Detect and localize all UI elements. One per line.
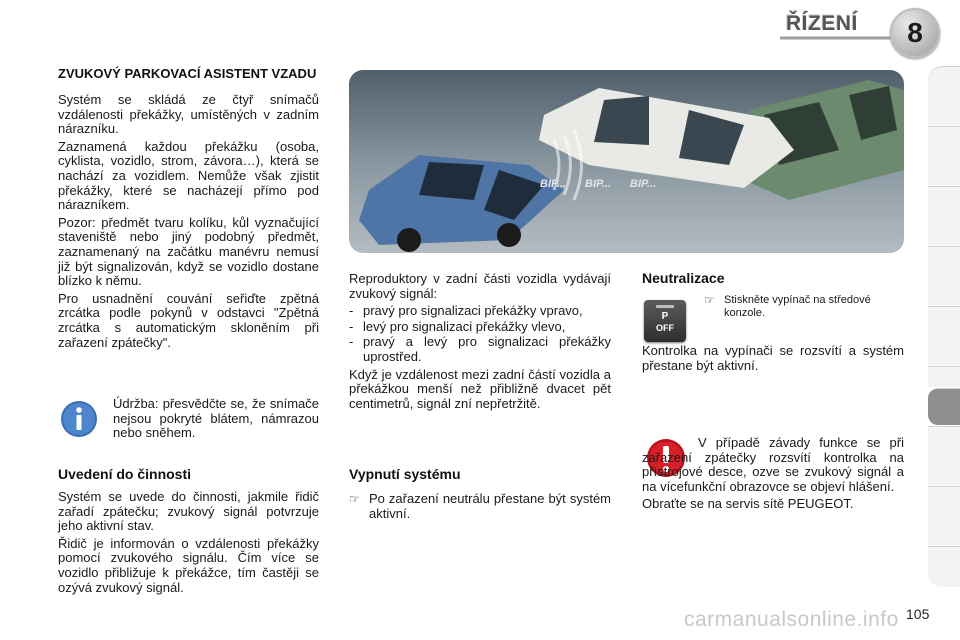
pointer-icon: ☞ — [349, 492, 360, 506]
reversing-car-blue — [359, 155, 567, 252]
chapter-tab-active[interactable] — [928, 388, 960, 425]
service-text: Obraťte se na servis sítě PEUGEOT. — [642, 496, 854, 512]
off-steps — [349, 492, 611, 521]
warning-paragraph: V případě závady funkce se při zařazení zpátečky rozsvítí kontrolka na přístrojové desce, ozve se zvukový signál a na vícefunkční obrazovce se objeví hlášení. — [642, 435, 904, 494]
paragraph: Pozor: předmět tvaru kolíku, kůl vyznačující staveniště nebo jiný podobný předmět, zaznamenaný na začátku manévru nemusí již být signalizován, když se vozidlo dostane blízko k němu. — [58, 214, 319, 289]
paragraph: Systém se uvede do činnosti, jakmile řidič zařadí zpátečku; zvukový signál potvrzuje jeho aktivní stav. — [58, 489, 319, 534]
page-number: 105 — [906, 606, 930, 622]
paragraph: Řidič je informován o vzdálenosti překážky pomocí zvukového signálu. Čím více se vozidlo přibližuje k překážce, tím častěji se ozývá zvukový signál. — [58, 535, 319, 595]
middle-column — [349, 272, 611, 414]
maintenance-note: Údržba: přesvědčte se, že snímače nejsou pokryté blátem, námrazou nebo sněhem. — [113, 396, 319, 441]
off-text: Po zařazení neutrálu přestane být systém aktivní. — [369, 491, 611, 521]
neutral-section — [642, 270, 904, 286]
chapter-tab-9[interactable] — [928, 546, 960, 587]
parking-illustration — [349, 70, 904, 253]
paragraph: Systém se skládá ze čtyř snímačů vzdálenosti překážky, umístěných v zadním nárazníku. — [58, 92, 319, 137]
button-led — [656, 305, 674, 308]
chapter-tab-1[interactable] — [928, 66, 960, 125]
page-title: ŘÍZENÍ — [786, 12, 858, 35]
indicator-text: Kontrolka na vypínači se rozsvítí a systém přestane být aktivní. — [642, 343, 904, 373]
chapter-tab-6[interactable] — [928, 366, 960, 387]
pointer-icon: ☞ — [704, 293, 715, 307]
button-label-top: P — [661, 311, 669, 322]
button-label-bottom: OFF — [656, 323, 674, 333]
start-heading: Uvedení do činnosti — [58, 466, 192, 482]
park-assist-button[interactable] — [644, 300, 686, 342]
distance-text: Když je vzdálenost mezi zadní částí vozidla a překážkou menší než přibližně dvacet pět centimetrů, signál zní nepřetržitě. — [349, 366, 611, 411]
list-item: - pravý a levý pro signalizaci překážky uprostřed. — [349, 335, 611, 364]
warning-text — [642, 436, 904, 515]
list-item: - levý pro signalizaci překážky vlevo, — [349, 320, 611, 335]
neutral-heading: Neutralizace — [642, 270, 725, 286]
off-heading: Vypnutí systému — [349, 466, 461, 482]
chapter-tab-2[interactable] — [928, 126, 960, 185]
off-section — [349, 466, 611, 521]
paragraph: Zaznamená každou překážku (osoba, cyklista, vozidlo, strom, závora…), která se nachází za vozidlem. Nemůže však zjistit překážky, které se nacházejí přímo pod nárazníkem. — [58, 138, 319, 213]
intro-text — [58, 93, 319, 350]
list-item — [704, 294, 904, 320]
chapter-tab-7[interactable] — [928, 426, 960, 485]
left-column — [58, 66, 319, 353]
chapter-tab-3[interactable] — [928, 186, 960, 245]
paragraph: Pro usnadnění couvání seřiďte zpětná zrcátka podle pokynů v odstavci "Zpětná zrcátka s automatickým skloněním při zařazení zpátečky". — [58, 290, 319, 350]
list-item — [349, 492, 611, 521]
start-section — [58, 466, 319, 598]
speakers-text: Reproduktory v zadní části vozidla vydávají zvukový signál: — [349, 271, 611, 301]
bip-label: BIP... — [630, 178, 657, 190]
neutral-step-text: Stiskněte vypínač na středové konzole. — [724, 294, 871, 319]
watermark: carmanualsonline.info — [684, 608, 899, 631]
info-icon-graphic — [60, 400, 98, 438]
speaker-list — [349, 304, 611, 364]
chapter-tab-5[interactable] — [928, 306, 960, 365]
chapter-tab-4[interactable] — [928, 246, 960, 305]
chapter-tab-8[interactable] — [928, 486, 960, 545]
bip-label: BIP... — [540, 178, 567, 190]
bip-label: BIP... — [585, 178, 612, 190]
chapter-number: 8 — [907, 17, 923, 48]
section-heading: ZVUKOVÝ PARKOVACÍ ASISTENT VZADU — [58, 66, 317, 81]
list-item: - pravý pro signalizaci překážky vpravo, — [349, 304, 611, 319]
chapter-badge — [890, 8, 940, 58]
neutral-step — [704, 294, 904, 320]
info-icon — [60, 400, 98, 438]
parking-scene — [349, 70, 904, 253]
